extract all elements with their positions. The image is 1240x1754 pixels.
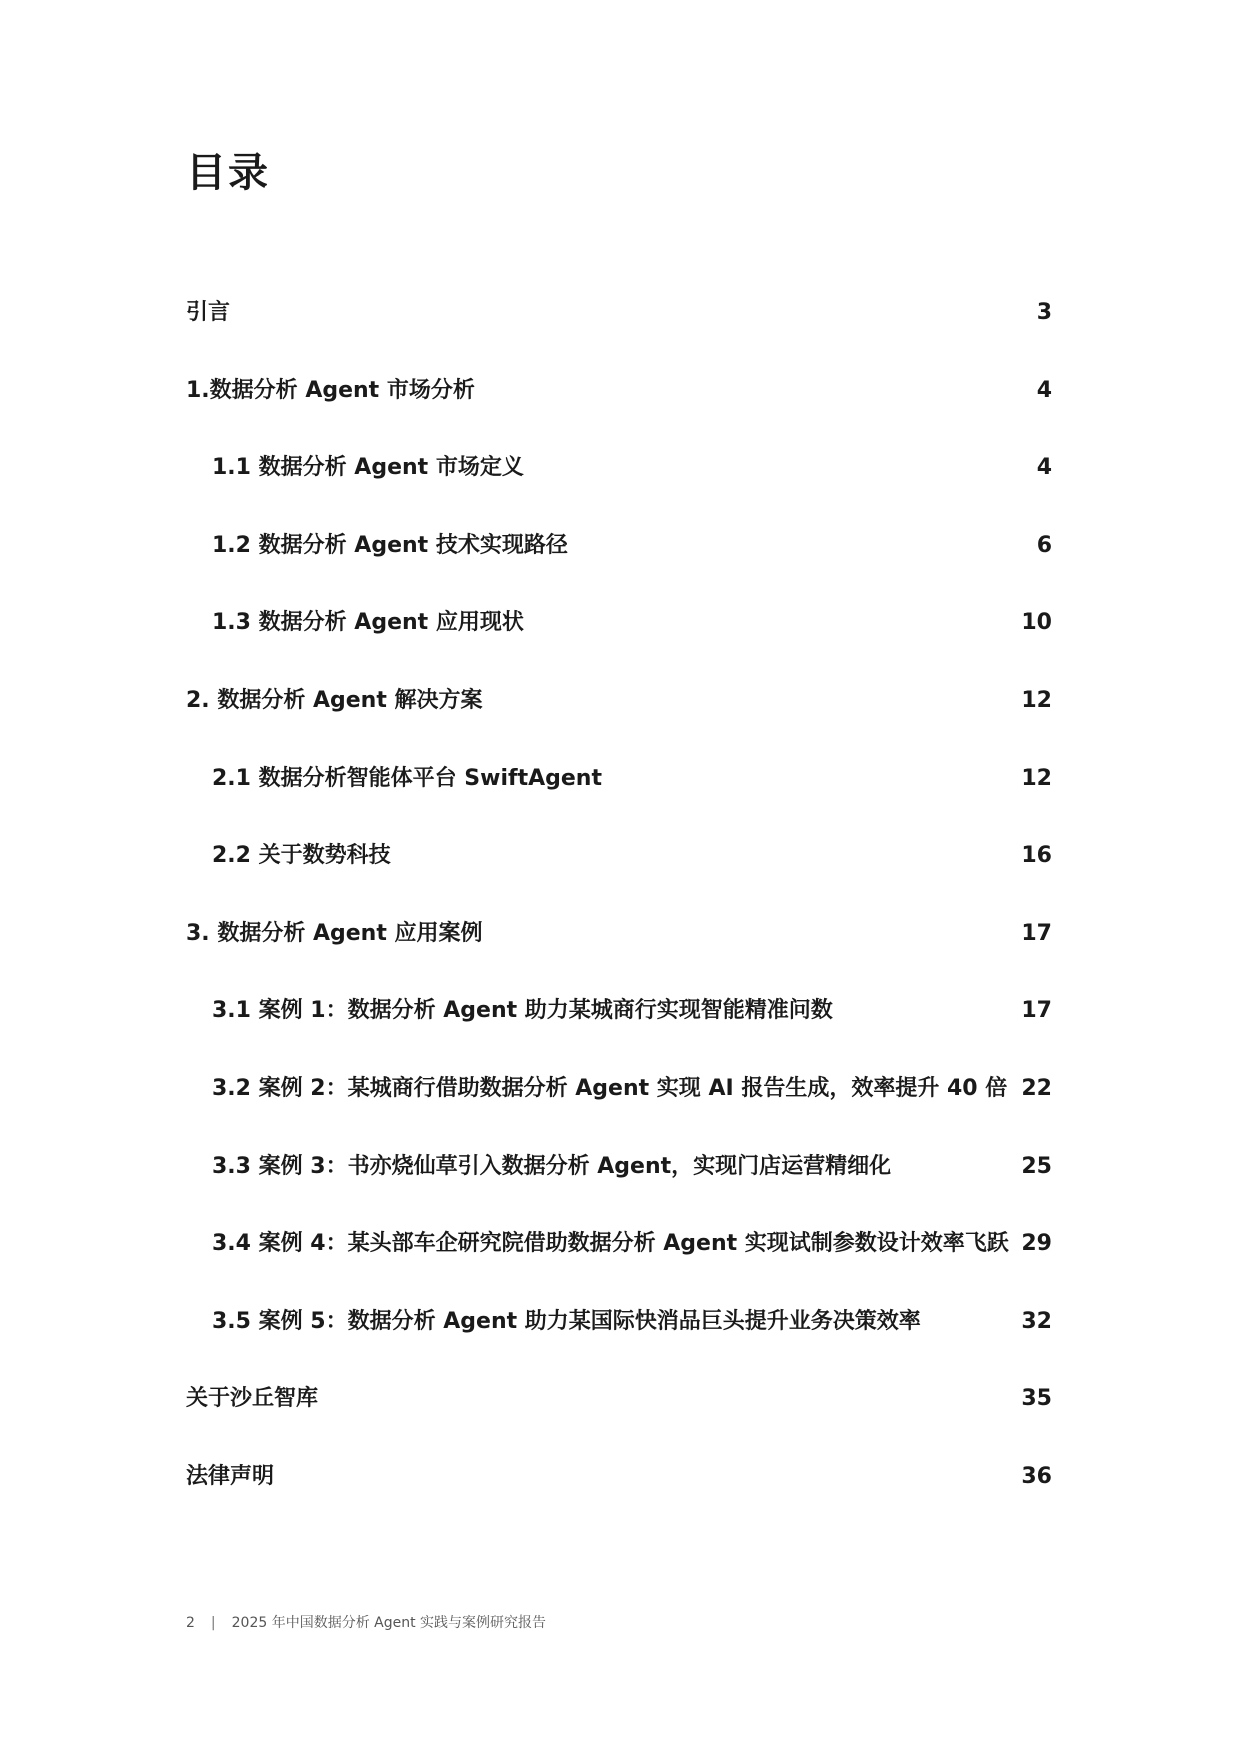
toc-entry-page-number: 32: [1021, 1308, 1052, 1334]
toc-entry-label: 3. 数据分析 Agent 应用案例: [186, 920, 483, 946]
toc-entry-section-3-4[interactable]: [186, 1214, 1052, 1292]
toc-entry-section-2[interactable]: [186, 671, 1052, 749]
footer-report-title: 2025 年中国数据分析 Agent 实践与案例研究报告: [231, 1615, 547, 1631]
footer-page-number: 2: [186, 1615, 195, 1631]
toc-entry-label: 3.2 案例 2：某城商行借助数据分析 Agent 实现 AI 报告生成，效率提升 40 倍: [212, 1075, 1008, 1101]
toc-entry-page-number: 4: [1036, 455, 1052, 481]
footer-separator: |: [210, 1615, 216, 1631]
toc-entry-page-number: 12: [1021, 687, 1052, 713]
toc-entry-section-3-5[interactable]: [186, 1292, 1052, 1370]
toc-entry-page-number: 16: [1021, 843, 1052, 869]
toc-entry-label: 3.4 案例 4：某头部车企研究院借助数据分析 Agent 实现试制参数设计效率飞跃: [212, 1231, 1009, 1257]
toc-entry-page-number: 3: [1036, 300, 1052, 325]
toc-entry-label: 法律声明: [186, 1463, 275, 1489]
page-title: 目录: [186, 150, 270, 196]
toc-entry-page-number: 6: [1036, 532, 1052, 558]
toc-entry-section-1[interactable]: [186, 361, 1052, 439]
toc-entry-legal[interactable]: [186, 1447, 1052, 1525]
toc-entry-section-1-2[interactable]: [186, 516, 1052, 594]
toc-entry-label: 关于沙丘智库: [186, 1386, 319, 1412]
toc-entry-label: 1.数据分析 Agent 市场分析: [186, 377, 475, 403]
toc-entry-label: 3.5 案例 5：数据分析 Agent 助力某国际快消品巨头提升业务决策效率: [212, 1308, 921, 1334]
toc-entry-page-number: 35: [1021, 1386, 1052, 1412]
toc-entry-label: 2.2 关于数势科技: [212, 843, 391, 869]
toc-entry-label: 3.1 案例 1：数据分析 Agent 助力某城商行实现智能精准问数: [212, 998, 833, 1024]
toc-entry-page-number: 12: [1021, 765, 1052, 791]
toc-entry-section-2-1[interactable]: [186, 749, 1052, 827]
toc-entry-label: 1.3 数据分析 Agent 应用现状: [212, 610, 524, 636]
toc-entry-page-number: 22: [1021, 1075, 1052, 1101]
toc-entry-label: 2. 数据分析 Agent 解决方案: [186, 687, 483, 713]
toc-entry-page-number: 29: [1021, 1231, 1052, 1257]
toc-entry-page-number: 4: [1036, 377, 1052, 403]
toc-entry-page-number: 17: [1021, 920, 1052, 946]
toc-entry-page-number: 10: [1021, 610, 1052, 636]
page-footer: [186, 1612, 546, 1634]
toc-entry-section-1-1[interactable]: [186, 438, 1052, 516]
toc-entry-about[interactable]: [186, 1369, 1052, 1447]
toc-entry-section-3-1[interactable]: [186, 981, 1052, 1059]
toc-entry-label: 2.1 数据分析智能体平台 SwiftAgent: [212, 765, 602, 791]
toc-entry-section-2-2[interactable]: [186, 826, 1052, 904]
table-of-contents: [186, 283, 1052, 1525]
toc-entry-section-3-2[interactable]: [186, 1059, 1052, 1137]
toc-entry-introduction[interactable]: [186, 283, 1052, 361]
toc-entry-section-3-3[interactable]: [186, 1137, 1052, 1215]
toc-entry-label: 引言: [186, 300, 231, 325]
toc-entry-page-number: 25: [1021, 1153, 1052, 1179]
toc-entry-section-1-3[interactable]: [186, 593, 1052, 671]
toc-entry-label: 3.3 案例 3：书亦烧仙草引入数据分析 Agent，实现门店运营精细化: [212, 1153, 892, 1179]
toc-entry-label: 1.1 数据分析 Agent 市场定义: [212, 455, 524, 481]
toc-entry-page-number: 36: [1021, 1463, 1052, 1489]
toc-entry-label: 1.2 数据分析 Agent 技术实现路径: [212, 532, 568, 558]
toc-entry-page-number: 17: [1021, 998, 1052, 1024]
toc-entry-section-3[interactable]: [186, 904, 1052, 982]
